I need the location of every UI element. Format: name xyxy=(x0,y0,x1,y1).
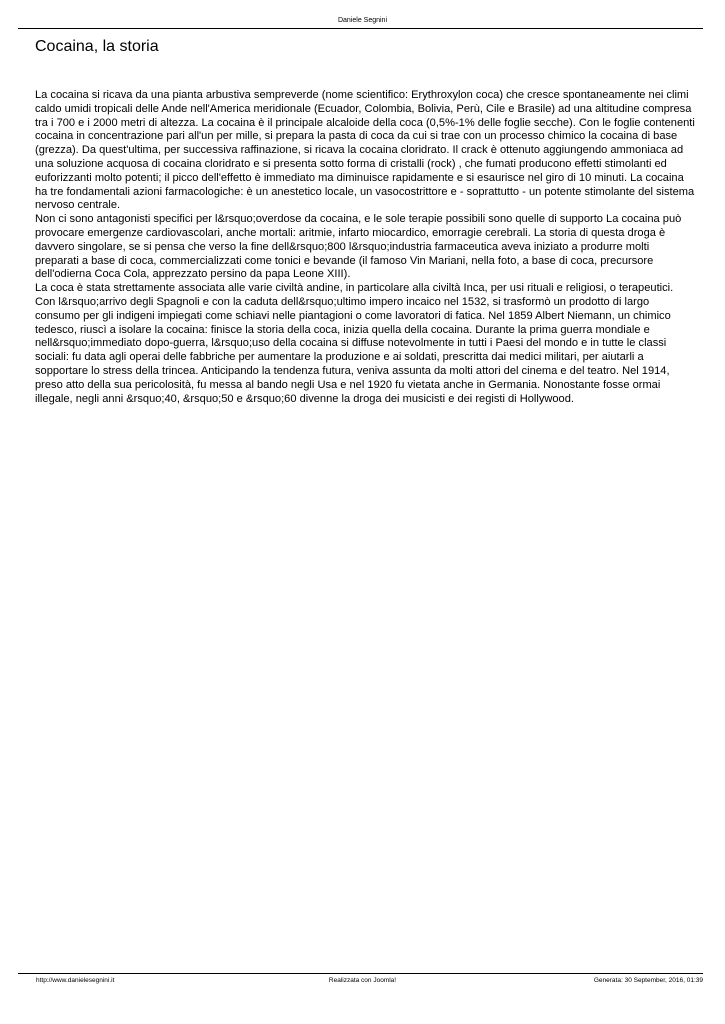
article-paragraph: La coca è stata strettamente associata alle varie civiltà andine, in particolare alla civiltà Inca, per usi rituali e religiosi, o terapeutici. Con l&rsquo;arrivo degli Spagnoli e con la caduta dell&rsquo;ultimo impero incaico nel 1532, si trasformò un prodotto di largo consumo per gli indigeni impiegati come schiavi nelle piantagioni o come lavoratori di fatica. Nel 1859 Albert Niemann, un chimico tedesco, riuscì a isolare la cocaina: finisce la storia della coca, inizia quella della cocaina. Durante la prima guerra mondiale e nell&rsquo;immediato dopo-guerra, l&rsquo;uso della cocaina si diffuse notevolmente in tutti i Paesi del mondo e in tutte le classi sociali: fu data agli operai delle fabbriche per aumentare la produzione e ai soldati, prescritta dai medici militari, per aiutarli a sopportare lo stress della trincea. Anticipando la tendenza futura, veniva assunta da molti attori del cinema e del teatro. Nel 1914, preso atto della sua pericolosità, fu messa al bando negli Usa e nel 1920 fu vietata anche in Germania. Nonostante fosse ormai illegale, negli anni &rsquo;40, &rsquo;50 e &rsquo;60 divenne la droga dei musicisti e dei registi di Hollywood. xyxy=(35,282,674,405)
page-title: Cocaina, la storia xyxy=(35,38,159,55)
footer-divider xyxy=(18,973,703,974)
footer-site-link[interactable]: http://www.danielesegnini.it xyxy=(36,977,115,984)
page-header-author: Daniele Segnini xyxy=(337,17,388,24)
article-paragraph: La cocaina si ricava da una pianta arbustiva sempreverde (nome scientifico: Erythroxylon coca) che cresce spontaneamente nei climi caldo umidi tropicali delle Ande nell'America meridionale (Ecuador, Colombia, Bolivia, Perù, Cile e Brasile) ad una altitudine compresa tra i 700 e i 2000 metri di altezza. La cocaina è il principale alcaloide della coca (0,5%-1% delle foglie secche). Con le foglie contenenti cocaina in concentrazione pari all'un per mille, si prepara la pasta di coca da cui si trae con un processo chimico la cocaina di base (grezza). Da quest'ultima, per successiva raffinazione, si ricava la cocaina cloridrato. Il crack è ottenuto aggiungendo ammoniaca ad una soluzione acquosa di cocaina cloridrato e si presenta sotto forma di cristalli (rock) , che fumati producono effetti stimolanti ed euforizzanti molto potenti; il picco dell'effetto è immediato ma diminuisce rapidamente e si esaurisce nel giro di 10 minuti. La cocaina ha tre fondamentali azioni farmacologiche: è un anestetico locale, un vasocostrittore e - soprattutto - un potente stimolante del sistema nervoso centrale. xyxy=(35,89,695,212)
article-body xyxy=(35,89,695,406)
article-paragraph: Non ci sono antagonisti specifici per l&rsquo;overdose da cocaina, e le sole terapie possibili sono quelle di supporto La cocaina può provocare emergenze cardiovascolari, anche mortali: aritmie, infarto miocardico, emorragie cerebrali. La storia di questa droga è davvero singolare, se si pensa che verso la fine dell&rsquo;800 l&rsquo;industria farmaceutica aveva iniziato a produrre molti preparati a base di coca, commercializzati come tonici e bevande (il famoso Vin Mariani, nella foto, a base di coca, precursore dell'odierna Coca Cola, apprezzato persino da papa Leone XIII). xyxy=(35,213,682,281)
footer-cms-note: Realizzata con Joomla! xyxy=(328,977,397,984)
footer-generated-date: Generata: 30 September, 2016, 01:39 xyxy=(593,977,703,984)
header-divider xyxy=(18,28,703,29)
page-footer xyxy=(0,977,725,986)
